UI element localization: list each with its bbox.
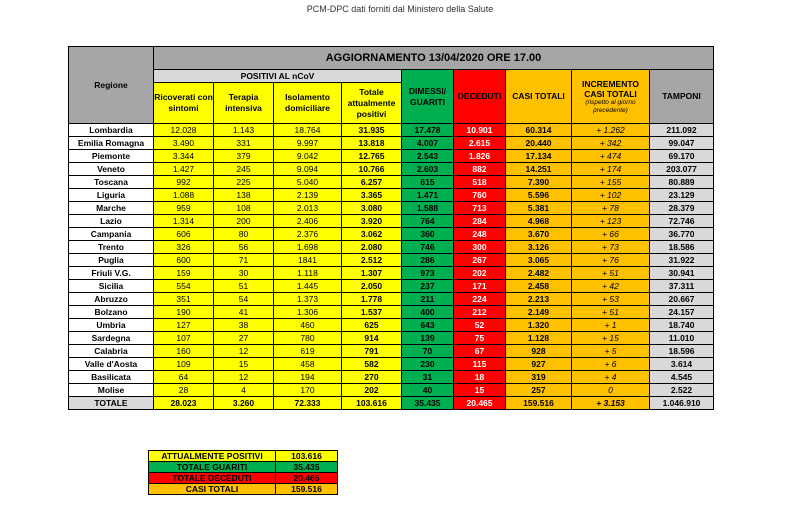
cell-regione: Abruzzo: [69, 293, 154, 306]
cell-ricoverati: 554: [154, 280, 214, 293]
cell-ricoverati: 28: [154, 384, 214, 397]
summary-label: CASI TOTALI: [149, 484, 276, 495]
cell-isolamento: 2.406: [274, 215, 342, 228]
table-row: [69, 189, 714, 202]
cell-regione: Marche: [69, 202, 154, 215]
cell-terapia: 30: [214, 267, 274, 280]
cell-regione: Sicilia: [69, 280, 154, 293]
header-incremento-note: (rispetto al giorno precedente): [585, 98, 636, 114]
table-body: [69, 124, 714, 410]
cell-casi-totali: 3.126: [506, 241, 572, 254]
cell-ricoverati: 959: [154, 202, 214, 215]
cell-casi-totali: 60.314: [506, 124, 572, 137]
header-incremento-label: INCREMENTO CASI TOTALI: [582, 78, 639, 99]
cell-deceduti: 1.826: [454, 150, 506, 163]
cell-dimessi: 746: [402, 241, 454, 254]
cell-tamponi: 28.379: [650, 202, 714, 215]
cell-isolamento: 2.376: [274, 228, 342, 241]
cell-casi-totali: 927: [506, 358, 572, 371]
table-row: [69, 371, 714, 384]
summary-row: [149, 484, 338, 495]
cell-incremento: + 4: [572, 371, 650, 384]
cell-regione: Friuli V.G.: [69, 267, 154, 280]
cell-terapia: 54: [214, 293, 274, 306]
cell-casi-totali: 319: [506, 371, 572, 384]
cell-tamponi: 37.311: [650, 280, 714, 293]
cell-dimessi: 2.543: [402, 150, 454, 163]
cell-dimessi: 31: [402, 371, 454, 384]
cell-casi-totali: 2.213: [506, 293, 572, 306]
cell-isolamento: 1.306: [274, 306, 342, 319]
table-row: [69, 306, 714, 319]
cell-incremento: + 474: [572, 150, 650, 163]
cell-incremento: + 342: [572, 137, 650, 150]
cell-casi-totali: 2.482: [506, 267, 572, 280]
cell-terapia: 138: [214, 189, 274, 202]
cell-ricoverati: 600: [154, 254, 214, 267]
cell-incremento: + 1.262: [572, 124, 650, 137]
cell-casi-totali: 7.390: [506, 176, 572, 189]
cell-casi-totali: 20.440: [506, 137, 572, 150]
summary-row: [149, 462, 338, 473]
cell-dimessi: 2.603: [402, 163, 454, 176]
cell-casi-totali: 5.596: [506, 189, 572, 202]
cell-dimessi: 35.435: [402, 397, 454, 410]
cell-tamponi: 24.157: [650, 306, 714, 319]
cell-isolamento: 1.698: [274, 241, 342, 254]
cell-tamponi: 80.889: [650, 176, 714, 189]
cell-incremento: + 51: [572, 267, 650, 280]
cell-terapia: 41: [214, 306, 274, 319]
cell-deceduti: 202: [454, 267, 506, 280]
cell-tamponi: 30.941: [650, 267, 714, 280]
table-title: AGGIORNAMENTO 13/04/2020 ORE 17.00: [154, 47, 714, 70]
cell-totale-positivi: 3.920: [342, 215, 402, 228]
cell-regione: Puglia: [69, 254, 154, 267]
cell-ricoverati: 3.344: [154, 150, 214, 163]
cell-deceduti: 518: [454, 176, 506, 189]
cell-tamponi: 18.586: [650, 241, 714, 254]
summary-label: ATTUALMENTE POSITIVI: [149, 451, 276, 462]
cell-deceduti: 713: [454, 202, 506, 215]
cell-deceduti: 284: [454, 215, 506, 228]
cell-terapia: 27: [214, 332, 274, 345]
table-row: [69, 293, 714, 306]
cell-terapia: 12: [214, 371, 274, 384]
header-terapia: Terapia intensiva: [214, 83, 274, 124]
source-caption: PCM-DPC dati forniti dal Ministero della Salute: [306, 4, 494, 14]
cell-isolamento: 2.139: [274, 189, 342, 202]
summary-value: 20.465: [276, 473, 338, 484]
cell-ricoverati: 606: [154, 228, 214, 241]
cell-regione: Lazio: [69, 215, 154, 228]
cell-incremento: + 1: [572, 319, 650, 332]
cell-deceduti: 267: [454, 254, 506, 267]
cell-ricoverati: 127: [154, 319, 214, 332]
cell-isolamento: 780: [274, 332, 342, 345]
cell-terapia: 108: [214, 202, 274, 215]
cell-terapia: 379: [214, 150, 274, 163]
cell-ricoverati: 107: [154, 332, 214, 345]
cell-tamponi: 99.047: [650, 137, 714, 150]
cell-isolamento: 1841: [274, 254, 342, 267]
cell-dimessi: 1.588: [402, 202, 454, 215]
cell-terapia: 38: [214, 319, 274, 332]
cell-terapia: 3.260: [214, 397, 274, 410]
cell-totale-positivi: 6.257: [342, 176, 402, 189]
table-row: [69, 384, 714, 397]
cell-regione: Calabria: [69, 345, 154, 358]
cell-incremento: + 66: [572, 228, 650, 241]
cell-terapia: 80: [214, 228, 274, 241]
cell-dimessi: 237: [402, 280, 454, 293]
cell-tamponi: 72.746: [650, 215, 714, 228]
cell-deceduti: 2.615: [454, 137, 506, 150]
cell-tamponi: 31.922: [650, 254, 714, 267]
cell-totale-positivi: 13.818: [342, 137, 402, 150]
cell-isolamento: 460: [274, 319, 342, 332]
table-row: [69, 241, 714, 254]
header-regione: Regione: [69, 47, 154, 124]
cell-deceduti: 171: [454, 280, 506, 293]
cell-casi-totali: 14.251: [506, 163, 572, 176]
cell-totale-positivi: 2.512: [342, 254, 402, 267]
cell-regione: Emilia Romagna: [69, 137, 154, 150]
cell-ricoverati: 64: [154, 371, 214, 384]
cell-tamponi: 20.667: [650, 293, 714, 306]
cell-tamponi: 1.046.910: [650, 397, 714, 410]
cell-terapia: 331: [214, 137, 274, 150]
table-row: [69, 163, 714, 176]
cell-isolamento: 18.764: [274, 124, 342, 137]
summary-value: 35.435: [276, 462, 338, 473]
header-ricoverati: Ricoverati con sintomi: [154, 83, 214, 124]
cell-terapia: 1.143: [214, 124, 274, 137]
cell-incremento: + 5: [572, 345, 650, 358]
cell-regione: Liguria: [69, 189, 154, 202]
header-isolamento: Isolamento domiciliare: [274, 83, 342, 124]
cell-tamponi: 11.010: [650, 332, 714, 345]
cell-totale-positivi: 625: [342, 319, 402, 332]
cell-dimessi: 211: [402, 293, 454, 306]
cell-regione: Umbria: [69, 319, 154, 332]
cell-casi-totali: 1.128: [506, 332, 572, 345]
cell-dimessi: 4.007: [402, 137, 454, 150]
cell-dimessi: 139: [402, 332, 454, 345]
table-row: [69, 319, 714, 332]
table-row: [69, 215, 714, 228]
cell-dimessi: 230: [402, 358, 454, 371]
cell-regione: Veneto: [69, 163, 154, 176]
cell-totale-positivi: 12.765: [342, 150, 402, 163]
cell-totale-positivi: 2.050: [342, 280, 402, 293]
cell-totale-positivi: 1.537: [342, 306, 402, 319]
cell-casi-totali: 257: [506, 384, 572, 397]
cell-tamponi: 3.614: [650, 358, 714, 371]
cell-terapia: 245: [214, 163, 274, 176]
cell-totale-positivi: 3.062: [342, 228, 402, 241]
cell-ricoverati: 28.023: [154, 397, 214, 410]
cell-dimessi: 643: [402, 319, 454, 332]
cell-incremento: + 51: [572, 306, 650, 319]
cell-ricoverati: 160: [154, 345, 214, 358]
cell-deceduti: 52: [454, 319, 506, 332]
cell-incremento: 0: [572, 384, 650, 397]
cell-totale-positivi: 270: [342, 371, 402, 384]
cell-dimessi: 286: [402, 254, 454, 267]
cell-ricoverati: 326: [154, 241, 214, 254]
cell-incremento: + 174: [572, 163, 650, 176]
cell-deceduti: 248: [454, 228, 506, 241]
cell-tamponi: 23.129: [650, 189, 714, 202]
cell-deceduti: 10.901: [454, 124, 506, 137]
cell-deceduti: 760: [454, 189, 506, 202]
table-row: [69, 345, 714, 358]
cell-deceduti: 300: [454, 241, 506, 254]
cell-totale-positivi: 103.616: [342, 397, 402, 410]
table-row: [69, 267, 714, 280]
cell-ricoverati: 351: [154, 293, 214, 306]
cell-casi-totali: 5.381: [506, 202, 572, 215]
cell-totale-positivi: 3.080: [342, 202, 402, 215]
cell-casi-totali: 1.320: [506, 319, 572, 332]
cell-dimessi: 17.478: [402, 124, 454, 137]
cell-tamponi: 18.596: [650, 345, 714, 358]
cell-isolamento: 9.094: [274, 163, 342, 176]
cell-ricoverati: 109: [154, 358, 214, 371]
table-row: [69, 332, 714, 345]
cell-regione: Lombardia: [69, 124, 154, 137]
totals-row: [69, 397, 714, 410]
cell-deceduti: 115: [454, 358, 506, 371]
cell-regione: Campania: [69, 228, 154, 241]
cell-isolamento: 170: [274, 384, 342, 397]
cell-regione: Valle d'Aosta: [69, 358, 154, 371]
cell-incremento: + 123: [572, 215, 650, 228]
cell-totale-positivi: 10.766: [342, 163, 402, 176]
summary-label: TOTALE GUARITI: [149, 462, 276, 473]
cell-ricoverati: 1.314: [154, 215, 214, 228]
cell-terapia: 12: [214, 345, 274, 358]
cell-terapia: 56: [214, 241, 274, 254]
header-tamponi: TAMPONI: [650, 70, 714, 124]
cell-totale-positivi: 914: [342, 332, 402, 345]
cell-regione: Molise: [69, 384, 154, 397]
cell-incremento: + 102: [572, 189, 650, 202]
cell-ricoverati: 190: [154, 306, 214, 319]
cell-regione: Trento: [69, 241, 154, 254]
cell-totale-positivi: 1.307: [342, 267, 402, 280]
summary-label: TOTALE DECEDUTI: [149, 473, 276, 484]
cell-regione: Sardegna: [69, 332, 154, 345]
table-row: [69, 202, 714, 215]
cell-totale-positivi: 1.778: [342, 293, 402, 306]
cell-incremento: + 73: [572, 241, 650, 254]
cell-casi-totali: 3.670: [506, 228, 572, 241]
cell-isolamento: 2.013: [274, 202, 342, 215]
header-casi-totali: CASI TOTALI: [506, 70, 572, 124]
cell-totale-positivi: 3.365: [342, 189, 402, 202]
table-row: [69, 150, 714, 163]
summary-table: [148, 450, 338, 495]
cell-isolamento: 1.373: [274, 293, 342, 306]
cell-tamponi: 4.545: [650, 371, 714, 384]
cell-isolamento: 194: [274, 371, 342, 384]
cell-dimessi: 400: [402, 306, 454, 319]
cell-tamponi: 36.770: [650, 228, 714, 241]
cell-tamponi: 69.170: [650, 150, 714, 163]
table-row: [69, 124, 714, 137]
covid-regional-table: [68, 46, 714, 410]
cell-incremento: + 42: [572, 280, 650, 293]
cell-deceduti: 18: [454, 371, 506, 384]
cell-regione: Piemonte: [69, 150, 154, 163]
cell-deceduti: 15: [454, 384, 506, 397]
table-row: [69, 358, 714, 371]
cell-incremento: + 6: [572, 358, 650, 371]
cell-tamponi: 203.077: [650, 163, 714, 176]
cell-isolamento: 1.118: [274, 267, 342, 280]
summary-row: [149, 473, 338, 484]
cell-deceduti: 20.465: [454, 397, 506, 410]
cell-terapia: 71: [214, 254, 274, 267]
cell-dimessi: 1.471: [402, 189, 454, 202]
table-row: [69, 228, 714, 241]
cell-isolamento: 72.333: [274, 397, 342, 410]
cell-tamponi: 18.740: [650, 319, 714, 332]
cell-deceduti: 75: [454, 332, 506, 345]
cell-tamponi: 2.522: [650, 384, 714, 397]
cell-isolamento: 1.445: [274, 280, 342, 293]
cell-incremento: + 155: [572, 176, 650, 189]
cell-dimessi: 764: [402, 215, 454, 228]
summary-row: [149, 451, 338, 462]
cell-terapia: 225: [214, 176, 274, 189]
cell-terapia: 51: [214, 280, 274, 293]
summary-value: 103.616: [276, 451, 338, 462]
cell-regione: Bolzano: [69, 306, 154, 319]
cell-deceduti: 212: [454, 306, 506, 319]
cell-totale-positivi: 582: [342, 358, 402, 371]
cell-ricoverati: 1.088: [154, 189, 214, 202]
cell-casi-totali: 159.516: [506, 397, 572, 410]
cell-isolamento: 619: [274, 345, 342, 358]
cell-casi-totali: 928: [506, 345, 572, 358]
cell-ricoverati: 159: [154, 267, 214, 280]
cell-deceduti: 882: [454, 163, 506, 176]
header-totale-positivi: Totale attualmente positivi: [342, 83, 402, 124]
cell-totale-positivi: 791: [342, 345, 402, 358]
cell-totale-positivi: 202: [342, 384, 402, 397]
cell-ricoverati: 992: [154, 176, 214, 189]
cell-dimessi: 70: [402, 345, 454, 358]
table-row: [69, 137, 714, 150]
cell-totale-positivi: 2.080: [342, 241, 402, 254]
table-row: [69, 280, 714, 293]
cell-isolamento: 5.040: [274, 176, 342, 189]
cell-casi-totali: 3.065: [506, 254, 572, 267]
cell-regione: Toscana: [69, 176, 154, 189]
cell-dimessi: 40: [402, 384, 454, 397]
summary-value: 159.516: [276, 484, 338, 495]
cell-terapia: 4: [214, 384, 274, 397]
cell-terapia: 200: [214, 215, 274, 228]
cell-dimessi: 360: [402, 228, 454, 241]
cell-regione: TOTALE: [69, 397, 154, 410]
cell-incremento: + 76: [572, 254, 650, 267]
cell-incremento: + 3.153: [572, 397, 650, 410]
cell-casi-totali: 17.134: [506, 150, 572, 163]
cell-ricoverati: 1.427: [154, 163, 214, 176]
cell-deceduti: 224: [454, 293, 506, 306]
cell-ricoverati: 12.028: [154, 124, 214, 137]
table-row: [69, 176, 714, 189]
table-row: [69, 254, 714, 267]
cell-terapia: 15: [214, 358, 274, 371]
cell-totale-positivi: 31.935: [342, 124, 402, 137]
header-positivi: POSITIVI AL nCoV: [154, 70, 402, 83]
header-dimessi: DIMESSI/ GUARITI: [402, 70, 454, 124]
cell-casi-totali: 2.149: [506, 306, 572, 319]
header-incremento: [572, 70, 650, 124]
cell-casi-totali: 2.458: [506, 280, 572, 293]
cell-isolamento: 458: [274, 358, 342, 371]
cell-incremento: + 78: [572, 202, 650, 215]
cell-incremento: + 15: [572, 332, 650, 345]
cell-incremento: + 53: [572, 293, 650, 306]
cell-deceduti: 67: [454, 345, 506, 358]
cell-ricoverati: 3.490: [154, 137, 214, 150]
cell-isolamento: 9.997: [274, 137, 342, 150]
cell-isolamento: 9.042: [274, 150, 342, 163]
cell-regione: Basilicata: [69, 371, 154, 384]
header-deceduti: DECEDUTI: [454, 70, 506, 124]
cell-dimessi: 973: [402, 267, 454, 280]
cell-tamponi: 211.092: [650, 124, 714, 137]
cell-casi-totali: 4.968: [506, 215, 572, 228]
cell-dimessi: 615: [402, 176, 454, 189]
